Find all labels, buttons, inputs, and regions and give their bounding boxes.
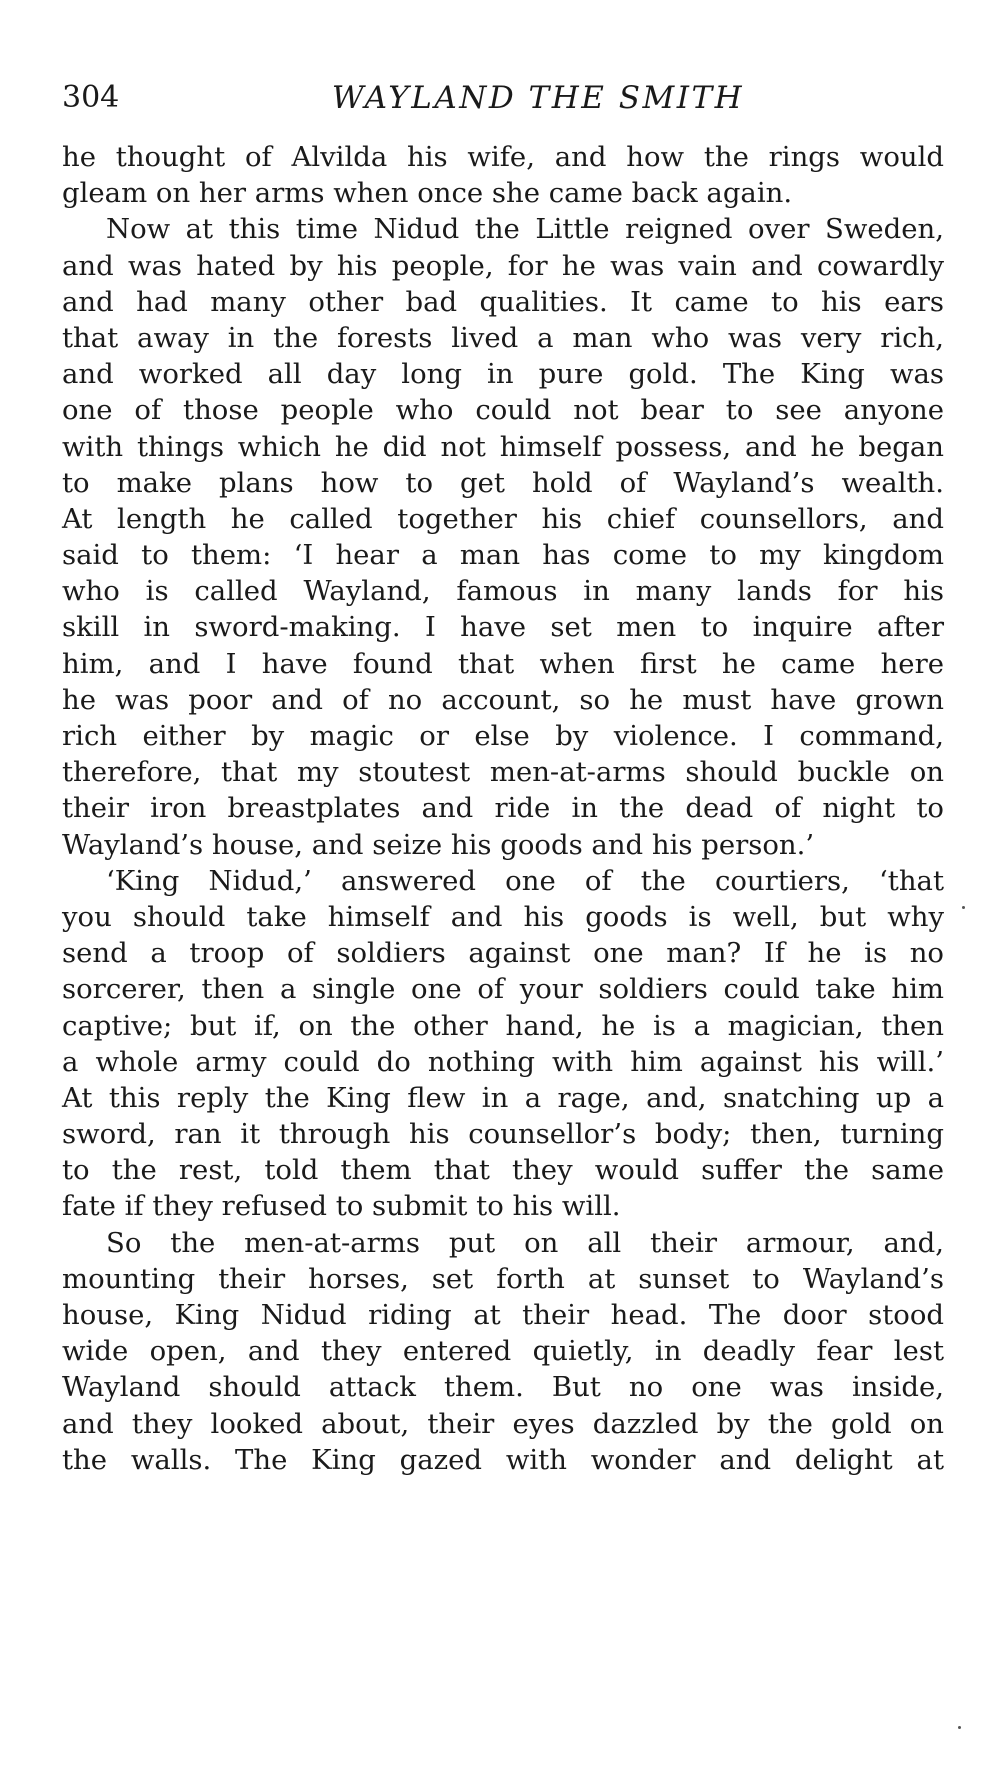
text-line: fate if they refused to submit to his will. [62,1190,621,1223]
text-line: and was hated by his people, for he was vain and cowardly [62,249,944,282]
text-line: sorcerer, then a single one of your soldiers could take him [62,973,944,1006]
text-line: Wayland should attack them. But no one was inside, [62,1371,944,1404]
paragraph [62,863,944,1225]
text-line: captive; but if, on the other hand, he is a magician, then [62,1009,944,1042]
body-text [62,139,944,1478]
text-line: Wayland’s house, and seize his goods and his person.’ [62,828,815,861]
text-line: and they looked about, their eyes dazzled by the gold on [62,1407,944,1440]
text-line: sword, ran it through his counsellor’s body; then, turning [62,1118,944,1151]
paragraph [62,139,944,211]
running-title: WAYLAND THE SMITH [331,80,745,116]
page-number: 304 [62,80,120,115]
text-line: and had many other bad qualities. It came to his ears [62,285,944,318]
running-head [62,78,944,118]
text-line: So the men-at-arms put on all their armour, and, [106,1226,944,1259]
text-line: skill in sword-making. I have set men to inquire after [62,611,944,644]
text-line: the walls. The King gazed with wonder and delight at [62,1443,944,1476]
text-line: Now at this time Nidud the Little reigned over Sweden, [106,213,944,246]
text-line: At length he called together his chief counsellors, and [62,502,944,535]
text-line: him, and I have found that when first he came here [62,647,944,680]
text-line: he was poor and of no account, so he must have grown [62,683,944,716]
text-line: send a troop of soldiers against one man? If he is no [62,937,944,970]
text-line: with things which he did not himself possess, and he began [62,430,944,463]
text-line: house, King Nidud riding at their head. The door stood [62,1299,944,1331]
text-line: ‘King Nidud,’ answered one of the courtiers, ‘that [106,864,944,897]
text-line: one of those people who could not bear to see anyone [62,394,944,427]
text-line: gleam on her arms when once she came back again. [62,177,793,210]
text-line: you should take himself and his goods is well, but why [62,900,944,933]
text-line: said to them: ‘I hear a man has come to my kingdom [62,539,944,572]
text-line: who is called Wayland, famous in many lands for his [62,575,944,608]
text-line: At this reply the King flew in a rage, and, snatching up a [62,1081,944,1114]
text-line: mounting their horses, set forth at sunset to Wayland’s [62,1262,944,1295]
text-line: rich either by magic or else by violence. I command, [62,720,944,752]
text-line: that away in the forests lived a man who was very rich, [62,321,944,354]
text-line: therefore, that my stoutest men-at-arms should buckle on [62,756,944,789]
paragraph [62,211,944,862]
text-line: a whole army could do nothing with him against his will.’ [62,1045,944,1078]
scan-speck [958,1726,961,1729]
text-line: he thought of Alvilda his wife, and how the rings would [62,141,944,173]
scan-speck [962,906,965,909]
text-line: wide open, and they entered quietly, in deadly fear lest [62,1335,944,1368]
text-line: to make plans how to get hold of Wayland’s wealth. [62,466,944,499]
text-line: and worked all day long in pure gold. The King was [62,358,944,391]
text-line: to the rest, told them that they would suffer the same [62,1154,944,1187]
text-line: their iron breastplates and ride in the dead of night to [62,792,944,825]
paragraph [62,1225,944,1478]
